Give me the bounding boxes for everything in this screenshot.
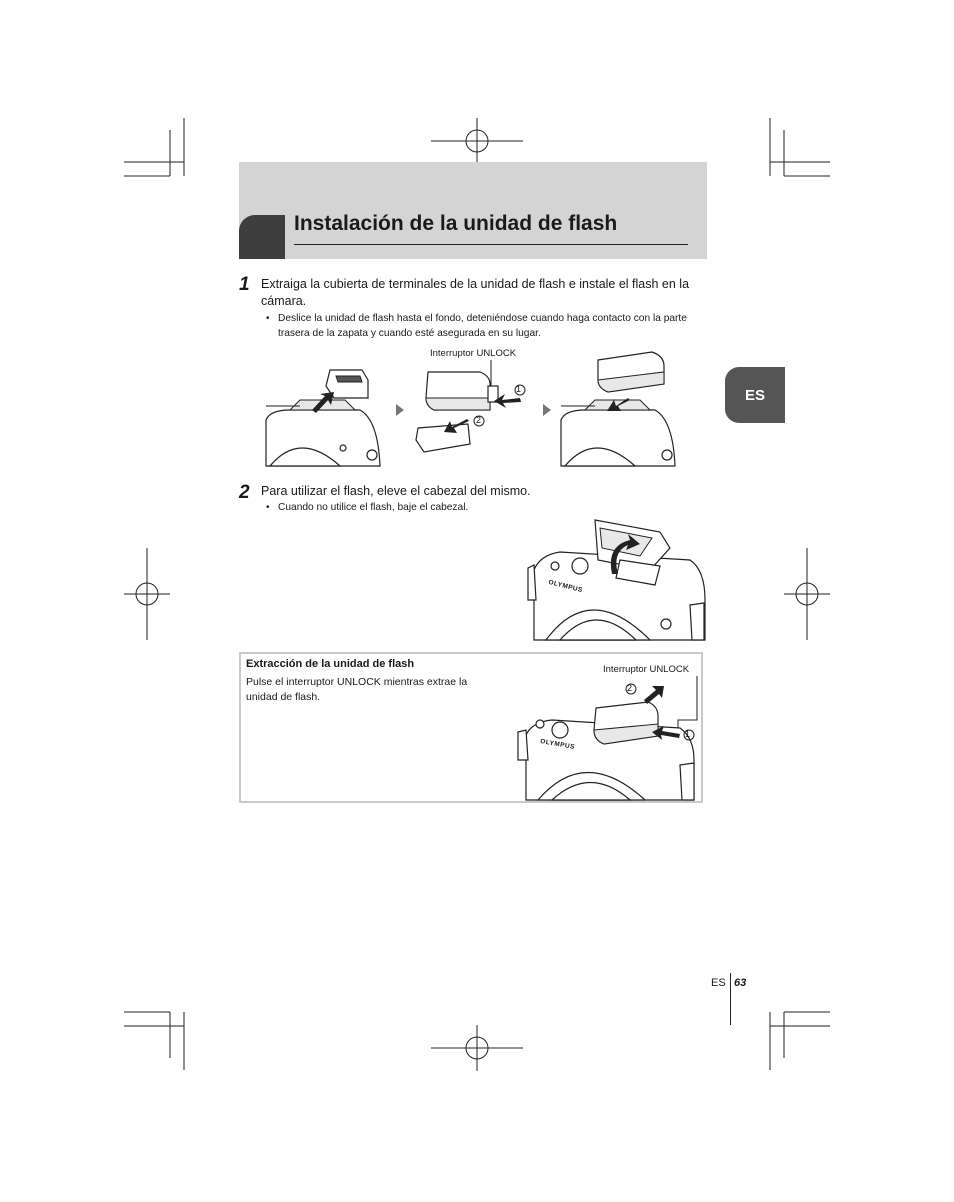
- page-title: Instalación de la unidad de flash: [294, 212, 618, 235]
- removal-pull-arrow-icon: [644, 686, 664, 704]
- marker-2: 2: [476, 415, 482, 425]
- step-1-bullet-dot: •: [266, 313, 270, 324]
- unlock-switch-label: Interruptor UNLOCK: [430, 348, 517, 359]
- brand-logo-2: OLYMPUS: [539, 738, 576, 751]
- step-1-text: Extraiga la cubierta de terminales de la unidad de flash e instale el flash en la cámara.: [261, 277, 690, 308]
- marker-1: 1: [516, 384, 522, 394]
- step-2-bullet: Cuando no utilice el flash, baje el cabezal.: [278, 502, 469, 513]
- footer-separator: [730, 973, 731, 1025]
- removal-marker-1: 1: [685, 729, 691, 739]
- removal-text: Pulse el interruptor UNLOCK mientras extrae la unidad de flash.: [246, 676, 468, 703]
- removal-marker-2: 2: [627, 683, 633, 693]
- step-2-number: 2: [239, 482, 250, 503]
- step-1-bullet: Deslice la unidad de flash hasta el fondo, deteniéndose cuando haga contacto con la parte trasera de la zapata y cuando esté asegurada en su lugar.: [278, 313, 687, 339]
- removal-unlock-label: Interruptor UNLOCK: [603, 664, 690, 675]
- page-number: 63: [734, 977, 747, 989]
- step-1-number: 1: [239, 274, 250, 295]
- removal-title: Extracción de la unidad de flash: [246, 658, 415, 670]
- brand-logo-1: OLYMPUS: [547, 578, 584, 595]
- step-2-bullet-dot: •: [266, 502, 270, 513]
- footer-language: ES: [711, 977, 726, 989]
- step-2-text: Para utilizar el flash, eleve el cabezal del mismo.: [261, 484, 531, 498]
- language-tab: ES: [725, 367, 785, 423]
